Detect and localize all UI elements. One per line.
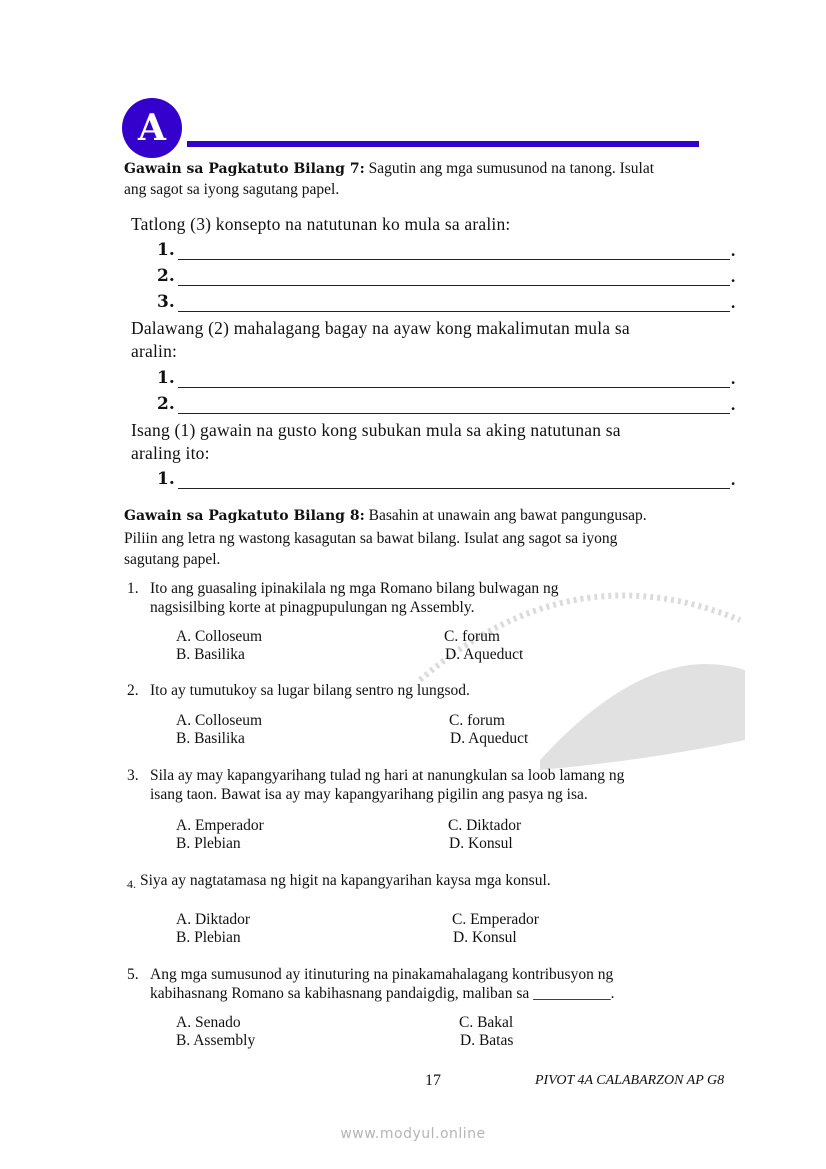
answer-number: 3.	[157, 292, 175, 312]
question-number: 4.	[127, 877, 136, 891]
answer-number: 2.	[157, 394, 175, 414]
option-a[interactable]: A. Senado	[176, 1014, 241, 1031]
question-line: isang taon. Bawat isa ay may kapangyarihang pigilin ang pasya ng isa.	[150, 785, 588, 803]
answer-number: 1.	[157, 469, 175, 489]
option-b[interactable]: B. Basilika	[176, 730, 245, 747]
section1-prompt: Tatlong (3) konsepto na natutunan ko mula sa aralin:	[131, 214, 511, 234]
section3-prompt	[131, 419, 738, 465]
prompt-text: aralin:	[131, 341, 178, 361]
option-d[interactable]: D. Batas	[460, 1032, 514, 1049]
instruction-text: ang sagot sa iyong sagutang papel.	[124, 180, 340, 198]
line-end-period: .	[731, 395, 736, 414]
option-c[interactable]: C. Bakal	[459, 1014, 514, 1031]
option-d[interactable]: D. Konsul	[449, 835, 513, 852]
instruction-text: Basahin at unawain ang bawat pangungusap.	[368, 507, 647, 524]
question-line: Siya ay nagtatamasa ng higit na kapangyarihan kaysa mga konsul.	[140, 872, 551, 889]
question-number: 5.	[127, 966, 139, 983]
question-line: Sila ay may kapangyarihang tulad ng hari at nanungkulan sa loob lamang ng	[150, 767, 625, 784]
answer-number: 2.	[157, 266, 175, 286]
answer-line[interactable]	[178, 413, 730, 414]
line-end-period: .	[731, 241, 736, 260]
question-text	[150, 767, 742, 804]
option-a[interactable]: A. Emperador	[176, 817, 264, 834]
option-c[interactable]: C. forum	[449, 712, 505, 729]
option-d[interactable]: D. Aqueduct	[445, 646, 524, 663]
line-end-period: .	[731, 293, 736, 312]
answer-number: 1.	[157, 368, 175, 388]
line-end-period: .	[731, 267, 736, 286]
option-c[interactable]: C. Diktador	[448, 817, 522, 834]
instruction-text: sagutang papel.	[124, 551, 221, 568]
line-end-period: .	[731, 369, 736, 388]
question-number: 3.	[127, 767, 139, 784]
question-text	[150, 966, 742, 1003]
option-a[interactable]: A. Diktador	[176, 911, 251, 928]
question-line: Ito ang guasaling ipinakilala ng mga Romano bilang bulwagan ng	[150, 580, 559, 597]
question-number: 2.	[127, 682, 139, 699]
question-text	[150, 580, 742, 617]
option-b[interactable]: B. Assembly	[176, 1032, 256, 1049]
question-number: 1.	[127, 580, 139, 597]
question-line: Ang mga sumusunod ay itinuturing na pinakamahalagang kontribusyon ng	[150, 966, 614, 983]
question-line: kabihasnang Romano sa kabihasnang pandaigdig, maliban sa __________.	[150, 984, 615, 1002]
option-a[interactable]: A. Colloseum	[176, 712, 263, 729]
question-line: nagsisilbing korte at pinagpupulungan ng Assembly.	[150, 598, 475, 616]
answer-line[interactable]	[178, 259, 730, 260]
answer-line[interactable]	[178, 488, 730, 489]
question-text	[140, 872, 742, 891]
activity7-title: Gawain sa Pagkatuto Bilang 7:	[124, 161, 365, 177]
instruction-text: Sagutin ang mga sumusunod na tanong. Isulat	[368, 160, 655, 177]
option-a[interactable]: A. Colloseum	[176, 628, 263, 645]
answer-number: 1.	[157, 240, 175, 260]
question-text	[150, 682, 742, 701]
option-d[interactable]: D. Aqueduct	[450, 730, 529, 747]
activity8-instructions	[124, 505, 742, 571]
option-d[interactable]: D. Konsul	[453, 929, 517, 946]
prompt-text: Dalawang (2) mahalagang bagay na ayaw kong makalimutan mula sa	[131, 318, 630, 338]
answer-line[interactable]	[178, 311, 730, 312]
activity7-instructions	[124, 159, 742, 200]
line-end-period: .	[731, 470, 736, 489]
answer-line[interactable]	[178, 285, 730, 286]
option-b[interactable]: B. Basilika	[176, 646, 245, 663]
prompt-text: araling ito:	[131, 443, 210, 463]
option-c[interactable]: C. forum	[444, 628, 500, 645]
instruction-text: Piliin ang letra ng wastong kasagutan sa bawat bilang. Isulat ang sagot sa iyong	[124, 529, 618, 547]
activity8-title: Gawain sa Pagkatuto Bilang 8:	[124, 508, 365, 524]
header-divider-bar	[187, 141, 699, 147]
option-c[interactable]: C. Emperador	[452, 911, 539, 928]
answer-line[interactable]	[178, 387, 730, 388]
option-b[interactable]: B. Plebian	[176, 835, 241, 852]
page-number: 17	[425, 1072, 441, 1089]
series-label: PIVOT 4A CALABARZON AP G8	[535, 1073, 725, 1088]
prompt-text: Isang (1) gawain na gusto kong subukan mula sa aking natutunan sa	[131, 420, 621, 440]
section2-prompt	[131, 317, 738, 363]
section-a-badge: A	[122, 98, 182, 158]
question-line: Ito ay tumutukoy sa lugar bilang sentro ng lungsod.	[150, 682, 470, 699]
option-b[interactable]: B. Plebian	[176, 929, 241, 946]
site-watermark: www.modyul.online	[340, 1126, 486, 1142]
